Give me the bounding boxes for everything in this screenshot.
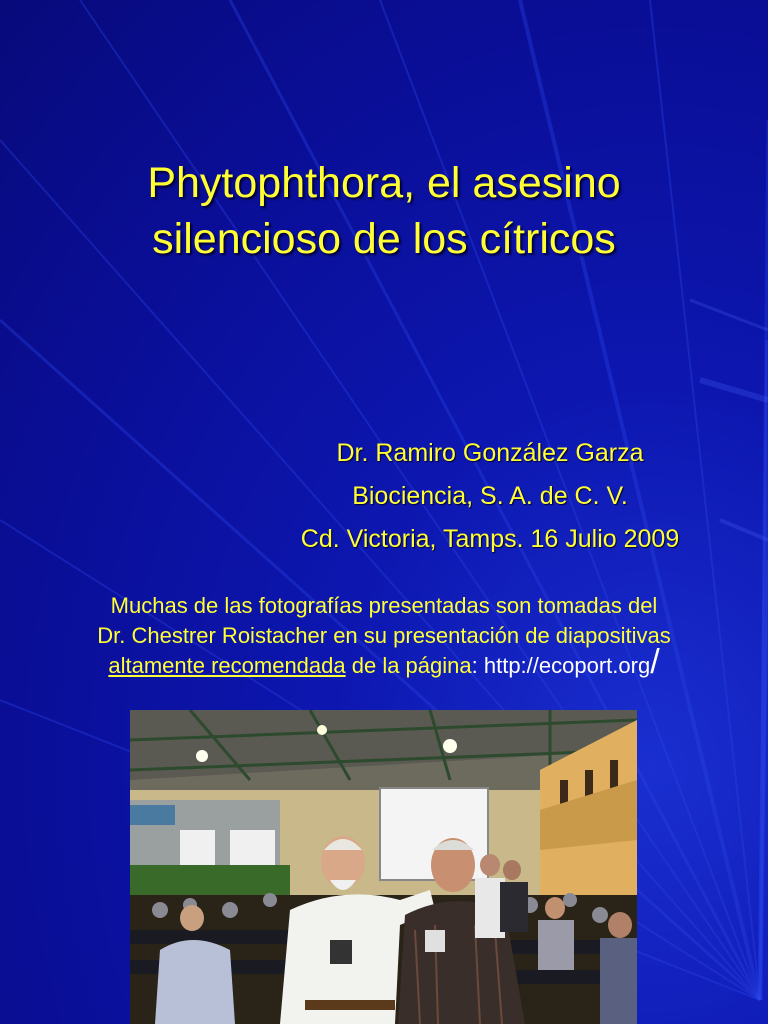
place-date: Cd. Victoria, Tamps. 16 Julio 2009	[300, 525, 680, 553]
title-line-2: silencioso de los cítricos	[152, 215, 616, 263]
author-block	[240, 432, 740, 561]
slide-title	[30, 155, 738, 267]
note-line-1: Muchas de las fotografías presentadas son tomadas del	[110, 593, 658, 618]
note-line-3	[20, 643, 748, 681]
note-line-2: Dr. Chestrer Roistacher en su presentación de diapositivas	[97, 623, 671, 648]
photo-illustration	[130, 710, 637, 1024]
note-mid-text: de la página	[345, 653, 472, 678]
note-colon: :	[471, 653, 484, 678]
company-name: Biociencia, S. A. de C. V.	[352, 482, 628, 510]
url-slash: /	[650, 643, 660, 681]
ecoport-url[interactable]: http://ecoport.org	[483, 653, 651, 678]
author-name: Dr. Ramiro González Garza	[336, 439, 644, 467]
title-line-1: Phytophthora, el asesino	[147, 159, 621, 207]
credits-note	[20, 591, 748, 681]
conference-photo	[130, 710, 637, 1024]
recommended-link-text: altamente recomendada	[108, 653, 346, 678]
